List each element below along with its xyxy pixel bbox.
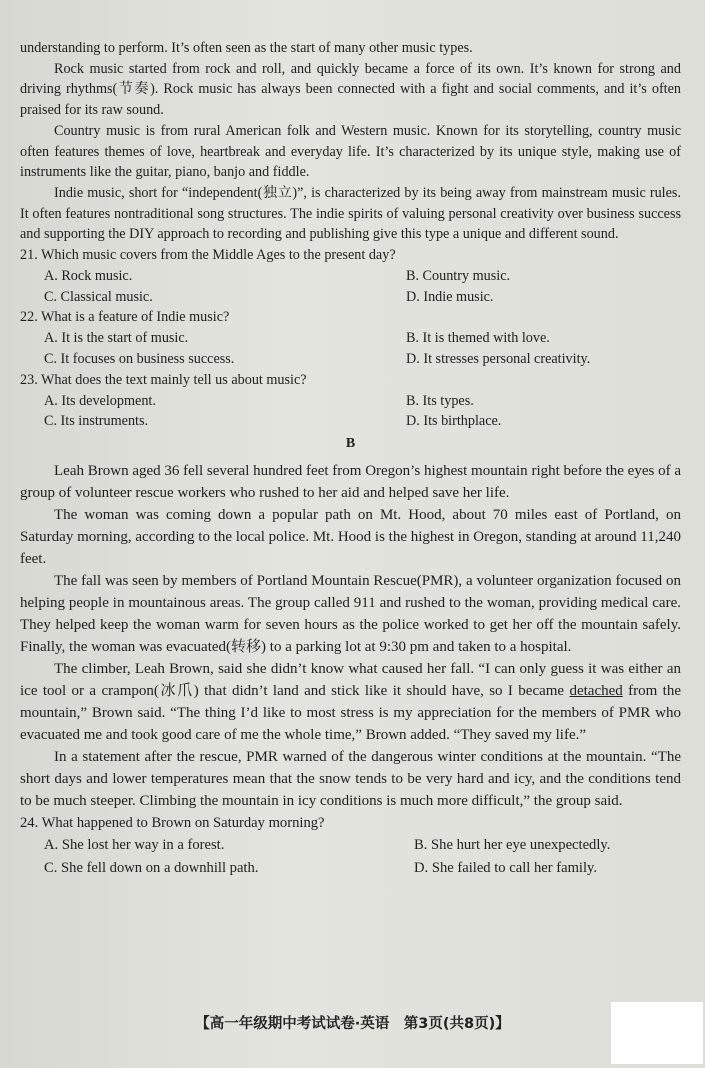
question-stem: 22. What is a feature of Indie music? [20,309,230,326]
option-a[interactable]: A. It is the start of music. [44,330,189,347]
passage-b-paragraph-2: The woman was coming down a popular path on Mt. Hood, about 70 miles east of Portland, on Saturday morning, according to the local police. Mt. Hood is the highest in Oregon, standing at around 11,240 feet. [20,507,681,568]
option-a[interactable]: A. She lost her way in a forest. [44,837,225,854]
option-d[interactable]: D. It stresses personal creativity. [406,351,591,368]
option-grid [20,834,681,879]
question-23 [20,370,681,432]
option-b[interactable]: B. Country music. [406,267,511,284]
question-stem: 21. Which music covers from the Middle Ages to the present day? [20,247,396,264]
option-c[interactable]: C. It focuses on business success. [44,351,235,368]
underlined-word-detached: detached [569,683,623,700]
question-stem: 24. What happened to Brown on Saturday morning? [20,815,325,832]
option-grid [20,391,681,433]
paragraph-text-before: The climber, Leah Brown, said she didn’t know what caused her fall. “I can only guess it was either an ice tool or a crampon(冰爪) that didn’t land and stick like it should have, so I became [20,661,681,700]
option-b[interactable]: B. She hurt her eye unexpectedly. [414,837,611,854]
option-b[interactable]: B. It is themed with love. [406,330,550,347]
option-c[interactable]: C. Its instruments. [44,413,149,430]
passage-b-paragraph-3: The fall was seen by members of Portland Mountain Rescue(PMR), a volunteer organization focused on helping people in mountainous areas. The group called 911 and rushed to the woman, providing medical care. They helped keep the woman warm for seven hours as the police worked to get her off the mountain safely. Finally, the woman was evacuated(转移) to a parking lot at 9:30 pm and taken to a hospital. [20,573,681,656]
option-grid [20,328,681,370]
passage-a-paragraph-country: Country music is from rural American folk and Western music. Known for its storytelling, country music often features themes of love, heartbreak and everyday life. It’s characterized by its unique style, making use of instruments like the guitar, piano, banjo and fiddle. [20,122,681,181]
option-d[interactable]: D. She failed to call her family. [414,859,598,876]
passage-a-paragraph-1: understanding to perform. It’s often seen as the start of many other music types. [20,40,473,56]
option-c[interactable]: C. She fell down on a downhill path. [44,859,259,876]
question-22 [20,307,681,369]
option-b[interactable]: B. Its types. [406,392,474,409]
option-grid [20,266,681,308]
question-stem: 23. What does the text mainly tell us about music? [20,371,307,388]
option-d[interactable]: D. Indie music. [406,288,494,305]
option-c[interactable]: C. Classical music. [44,288,153,305]
paragraph-text-after: from the mountain,” Brown said. “The thing I’d like to most stress is my appreciation for the members of PMR who evacuated me and took good care of me the whole time,” Brown added. “They saved my life.” [20,683,682,744]
passage-b-paragraph-4 [20,658,681,746]
option-a[interactable]: A. Rock music. [44,267,133,284]
question-21 [20,245,681,307]
question-24 [20,812,681,879]
passage-b-paragraph-1: Leah Brown aged 36 fell several hundred feet from Oregon’s highest mountain right before the eyes of a group of volunteer rescue workers who rushed to her aid and helped save her life. [20,463,681,502]
option-a[interactable]: A. Its development. [44,392,156,409]
option-d[interactable]: D. Its birthplace. [406,413,502,430]
section-b-heading: B [345,436,356,452]
blank-white-box [611,1002,703,1064]
passage-a-paragraph-rock: Rock music started from rock and roll, and quickly became a force of its own. It’s known for strong and driving rhythms(节奏). Rock music has always been connected with a fight and social comments, and it’s often praised for its raw sound. [20,60,681,119]
passage-a-paragraph-indie: Indie music, short for “independent(独立)”, is characterized by its being away from mainstream music rules. It often features nontraditional song structures. The indie spirits of valuing personal creativity over business success and supporting the DIY approach to recording and publishing give this type a unique and different sound. [20,184,681,243]
page-footer: 【高一年级期中考试试卷·英语 第3页(共8页)】 [195,1016,510,1032]
passage-b-paragraph-5: In a statement after the rescue, PMR warned of the dangerous winter conditions at the mountain. “The short days and lower temperatures mean that the snow tends to be very hard and icy, and the conditions tend to be much steeper. Climbing the mountain in icy conditions is much more difficult,” the group said. [20,749,681,810]
